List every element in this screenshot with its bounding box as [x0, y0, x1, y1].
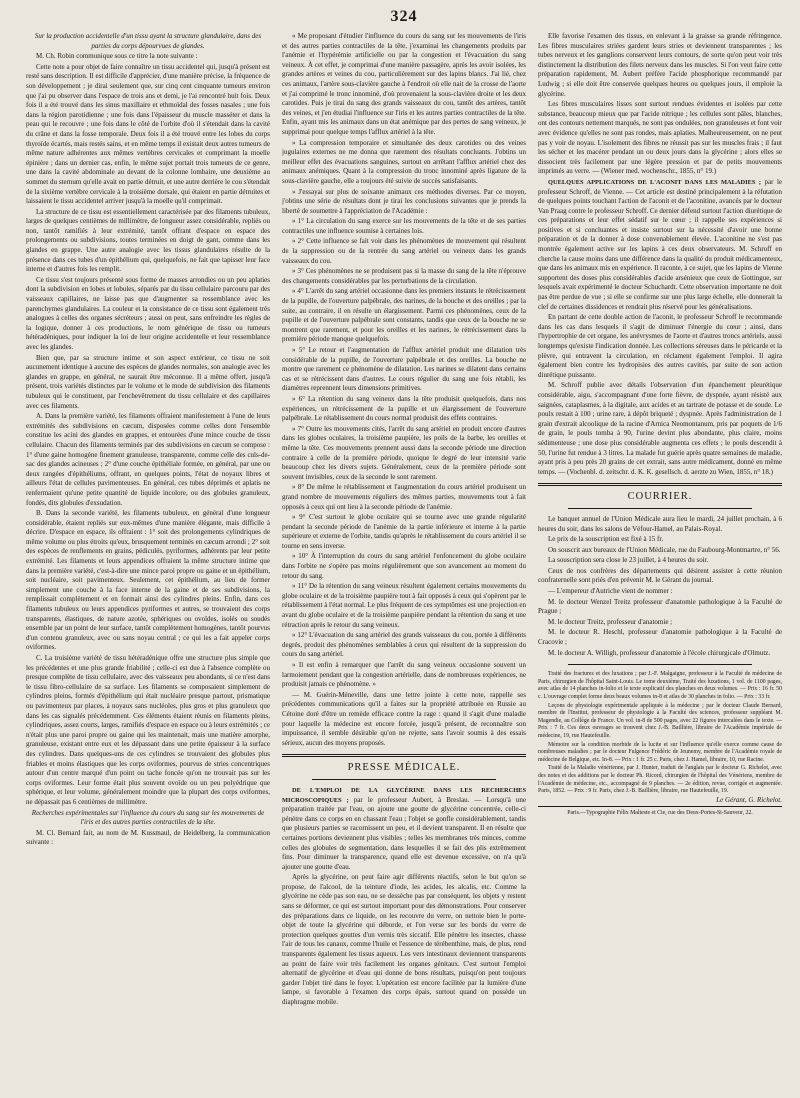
paragraph: A. Dans la première variété, les filaments offraient manifestement à l'une de leurs extrémités des subdivisions en cæcum, disposées comme celles dont l'ensemble constitue les acini des glandes en grappes, et entourées d'une mince couche de tissu cellulaire. Chacun des filaments terminés par des subdivisions en cæcum se compose : 1° d'une gaine homogène finement granuleuse, transparente, comme celle des culs-de-sac des glandes acineuses ; 2° d'une couche épithéliale formée, en général, par une ou deux rangées d'épithéliums, offrant, en quelques points, l'état de noyaux libres et ailleurs l'état de cellules pavimenteuses. En général, ces tubes déprimés et aplatis ne renfermaient qu'une petite quantité de liquide incolore, ou des globules granuleux, fondés, dits globules d'exsudation. — [26, 412, 270, 507]
book-notice: Leçons de physiologie expérimentale appliquée à la médecine ; par le docteur Claude Bernard, membre de l'Institut, professeur de physiologie à la Faculté des sciences, professeur suppléant M. Magendie, au Collège de France. Un vol. in-8 de 500 pages, avec 22 figures intercalées dans le texte. — Prix : 7 fr. Ces deux ouvrages se trouvent chez J.-B. Baillière, libraire de l'Académie impériale de médecine, 19, rue Hautefeuille. — [538, 702, 782, 739]
paragraph: » 11° De la rétention du sang veineux résultent également certains mouvements du globe oculaire et de la troisième paupière tout à fait opposés à ceux qui s'opèrent par le rétablissement à l'état normal. Le plus fréquent de ces symptômes est une projection en avant du globe oculaire et de la troisième paupière pendant la rétention du sang et une rétraction après le retour du sang veineux. — [282, 582, 526, 629]
article-lead: DE L'EMPLOI DE LA GLYCÉRINE DANS LES RECHERCHES MICROSCOPIQUES ; — [282, 786, 526, 804]
paragraph — [282, 786, 526, 872]
paragraph: Cette note a pour objet de faire connaître un tissu accidentel qui, jusqu'à présent est resté sans description. Il est difficile d'apprécier, d'une manière précise, la fréquence de son développement ; je dirai seulement que, sur cinq cent cinquante tumeurs environ que j'ai pu observer dans l'espace de trois ans et demi, je l'ai rencontré huit fois. Deux fois il a été trouvé dans les sinus maxillaire et ethmoïdal des fosses nasales ; une fois dans la région parotidienne ; une fois dans l'épaisseur du muscle masséter et dans la peau qui le recouvre ; une fois dans le côté de l'orbite d'où il s'étendait dans la cavité du crâne et dans la fosse temporale. Deux fois il a été trouvé entre les lobes du corps thyroïde écartés, mais restés sains, et en même temps il existait deux autres tumeurs de même nature adhérentes aux mêmes vertèbres cervicales et comprimant la moelle épinière ; dans un dernier cas, enfin, le même sujet portait trois tumeurs de ce genre, une dans la cavité abdominale au devant de la colonne lombaire, une deuxième au sommet du sternum qu'elle avait en partie détruit, et une autre derrière le cou s'étendait de la sixième vertèbre cervicale à la troisième dorsale, qui étaient en partie détruites et laissaient le tissu accidentel arriver jusqu'à la moelle qu'il comprimait. — [26, 62, 270, 206]
book-notice: Mémoire sur la condition morbide de la lucite et sur l'influence qu'elle exerce comme cause de nombreuses maladies ; par le docteur Fulgence Frédéric de Jeunemy, membre de l'Académie royale de médecine de Belgique, etc. In-8. — Prix : 1 fr. 25 c. Paris, chez J. Hamel, libraire, 10, rue Racine. — [538, 741, 782, 763]
paragraph: Les fibres musculaires lisses sont surtout rendues évidentes et isolées par cette substance, beaucoup mieux que par l'acide nitrique ; les cellules sont pâles, blanches, ont des contours nettement marqués, ne sont pas ondulées, non granuleuses et font voir avec évidence qu'elles ne sont pas rondes, mais aplaties. Malheureusement, on ne peut pas y voir de noyau. L'isolement des fibres ne réussit pas sur les muscles frais ; il faut les sécher et les macérer pendant un ou deux jours dans la glycérine ; alors elles se dissocient très facilement par une légère pression et par de petits mouvements imprimés au verre. — (Wiener med. wochenschr., 1855, n° 19.) — [538, 100, 782, 176]
paragraph: » 5° Le retour et l'augmentation de l'afflux artériel produit une dilatation très considérable de la pupille, de l'ouverture palpébrale et des oreilles. La bouche ne montre que rarement ce phénomène de dilatation. Les narines se dilatent dans certains cas et se rétrécissent dans d'autres. Le cours régulier du sang une fois rétabli, les diamètres reprennent leurs dimensions primitives. — [282, 346, 526, 393]
paragraph: Après la glycérine, on peut faire agir différents réactifs, selon le but qu'on se propose, de l'alcool, de la teinture d'iode, les acides, les alcalis, etc. Comme la glycérine ne cède pas son eau, ne se dessèche pas par conséquent, les objets y restent sans se déformer, ce qui est surtout important pour des démonstrations. Pour conserver des préparations dans ce liquide, on les recouvre du verre, on nettoie bien le porte-objet de toute la glycérine qui déborde, et l'on verse sur les bords du verre de protection quelques gouttes d'un vernis très siccatif. Elle pénètre les insectes, chasse l'air de tous les canaux, comme l'huile et l'essence de térébenthine, mais, de plus, rend transparents également les tissus aqueux. Les vers intestinaux deviennent transparents au point de faire voir très facilement les organes génitaux. C'est surtout l'emploi alternatif de glycérine et d'eau qui donne de bons résultats, puisqu'on peut toujours garder l'objet tiré dans le foyer. L'opération est encore facilitée par la lumière d'une lampe, si favorable à l'examen des corps épais, surtout quand on possède un diaphragme mobile. — [282, 873, 526, 1006]
paragraph — [538, 178, 782, 312]
news-item: Le banquet annuel de l'Union Médicale aura lieu le mardi, 24 juillet prochain, à 6 heures du soir, dans les salons de Véfour-Hamel, au Palais-Royal. — [538, 514, 782, 533]
page-number: 324 — [390, 8, 418, 25]
book-notice: Traité des fractures et des luxations ; par J.-F. Malgaigne, professeur à la Faculté de médecine de Paris, chirurgien de l'hôpital Saint-Louis. Le tome deuxième, Traité des luxations, 1 vol. de 1100 pages, avec atlas de 14 planches in-folio et le texte explicatif des planches en deux volumes. — Prix : 16 fr. 50 c. L'ouvrage complet forme deux beaux volumes in-8 et atlas de 30 planches in folio. — Prix : 33 fr. — [538, 671, 782, 700]
news-item: M. le docteur R. Heschl, professeur d'anatomie pathologique à la Faculté de Cracovie ; — [538, 628, 782, 647]
news-item: M. le docteur A. Willigh, professeur d'anatomie à l'école chirurgicale d'Olmutz. — [548, 648, 771, 657]
paragraph: » J'essayai sur plus de soixante animaux ces méthodes diverses. Par ce moyen, j'obtins une série de résultats dont je tirai les conclusions suivantes que je prends la liberté de soumettre à l'appréciation de l'Académie : — [282, 187, 526, 215]
news-item: On souscrit aux bureaux de l'Union Médicale, rue du Faubourg-Montmartre, n° 56. — [548, 545, 781, 554]
courrier-title: COURRIER. — [627, 491, 693, 503]
paragraph: M. Cl. Bernard fait, au nom de M. Kussmaul, de Heidelberg, la communication suivante : — [26, 828, 270, 847]
section-divider — [538, 483, 782, 486]
section-divider — [282, 754, 526, 757]
paragraph: » 8° De même le rétablissement et l'augmentation du cours artériel produisent un grand nombre de mouvements réguliers des mêmes parties, mouvements tout à fait opposés à ceux qui ont lieu à la seconde période de l'anémie. — [282, 483, 526, 511]
signature: Le Gérant, G. Richelot. — [716, 795, 782, 804]
news-item: — L'empereur d'Autriche vient de nommer : — [548, 587, 673, 596]
column-1 — [26, 32, 270, 1072]
paragraph: B. Dans la seconde variété, les filaments tubuleux, en général d'une longueur considérable, étaient repliés sur eux-mêmes d'une manière élégante, mais difficile à décrire. D'espace en espace, ils offraient : 1° soit des prolongements cylindriques de même volume ou plus étroits qu'eux, brusquement terminés en cæcum arrondi ; 2° soit des espèces de renflements en grains, pédiculés, pyriformes, adhérents par leur petite extrémité. Les filaments et leurs appendices offraient la même structure intime que dans la première variété, c'est-à-dire une mince paroi propre ou gaine et un épithélium, soit nucléaire, soit pavimenteux. Seulement, cet épithélium, au lieu de former simplement une couche à la face interne de la gaine et de ses subdivisions, la remplissait complètement et en formait ainsi des cylindres pleins. Enfin, dans ces filaments tubuleux ou leurs appendices pyriformes et autres, se trouvaient des corps transparents, élastiques, de nature azotée, sphériques ou ovoïdes, isolés ou soudés ensemble par un point de leur surface, tantôt complètement homogènes, tantôt pourvus d'un contenu granuleux, avec ou sans noyau central ; ce qui les a fait appeler corps oviformes. — [26, 509, 270, 652]
divider — [568, 664, 752, 665]
subsection-title: Recherches expérimentales sur l'influence du cours du sang sur les mouvements de l'iris et des autres parties contractiles de la tête. — [31, 808, 265, 827]
paragraph: » 10° À l'interruption du cours du sang artériel l'enfoncement du globe oculaire dans l'orbite ne s'opère pas moins régulièrement que son avancement au moment du retour du sang. — [282, 552, 526, 580]
paragraph: La structure de ce tissu est essentiellement caractérisée par des filaments tubuleux, larges de quelques centièmes de millimètre, de longueur assez considérable, repliés ou non, tantôt ramifiés à leur extrémité, tantôt offrant d'espace en espace des prolongements ou subdivisions, toutes terminées en doigt de gant, comme dans les glandes en grappe. Une autre analogie avec les tissus glandulaires résulte de la présence dans ces tubes d'un épithélium qui, quelquefois, ne fait que tapisser leur face interne et d'autres fois les remplit. — [26, 207, 270, 274]
news-item: M. le docteur Treitz, professeur d'anatomie ; — [548, 617, 673, 626]
divider — [312, 779, 496, 780]
paragraph: » La compression temporaire et simultanée des deux carotides ou des veines jugulaires externes ne me donna que rarement des résultats concluants. J'obtins un meilleur effet des évacuations sanguines, surtout en arrêtant l'afflux artériel chez des animaux anémiques. Quant à la compression du tronc innominé après ligature de la sous-clavière gauche, elle a toujours été suivie de succès satisfaisants. — [282, 138, 526, 185]
paragraph: » 3° Ces phénomènes ne se produisent pas si la masse du sang de la tête n'éprouve des changements considérables par les perturbations de la circulation. — [282, 267, 526, 285]
imprint: Paris.—Typographie Félix Malteste et Cie, rue des Deux-Portes-St-Sauveur, 22. — [538, 806, 782, 819]
divider — [568, 508, 752, 509]
paragraph: Ce tissu s'est toujours présenté sous forme de masses arrondies ou un peu aplaties dont la subdivision en lobes et lobules, séparés par du tissu cellulaire parcouru par des vaisseaux capillaires, ne laisse pas que d'augmenter sa ressemblance avec les parenchymes glandulaires. La couleur et la consistance de ce tissu sont également très analogues à celles des organes sécréteurs ; aussi on peut, sans enfreindre les règles de la logique, donner à ces productions, le nom générique de tissu ou tumeurs hétéradéniques, pour indiquer la loi de leur origine accidentelle et leur ressemblance avec les glandes. — [26, 275, 270, 351]
section-title: PRESSE MÉDICALE. — [347, 762, 461, 774]
article-text: par le professeur Schroff, de Vienne. — Cet article est destiné principalement à la réfutation de quelques points touchant l'action de l'aconit et de l'aconitine, avancés par le docteur Van Praag contre le professeur Schroff. Ce dernier défend surtout l'action diurétique de ces préparations et leur effet sédatif sur le cœur ; il rappelle ses expériences si positives et si concluantes et insiste surtout sur la nécessité d'avoir une bonne préparation et de la donner à dose convenablement élevée. L'aconitine ne s'est pas montrée également active sur les lapins à ces deux observateurs. M. Schroff en cherche la cause moins dans une différence dans la qualité du produit médicamenteux, que dans les animaux mis en expérience. Il raconte, à ce sujet, que les lapins de Vienne supportent des doses plus considérables d'acide arsénieux que ceux de Gottingue, sur lesquels avait expérimenté le docteur Schuchardt. Cette observation importante ne doit pas être perdue de vue ; si elle se confirme sur une plus large échelle, elle donnerait la clef de certaines dissidences et rendrait plus réservé pour les généralisations. — [538, 177, 782, 311]
paragraph: Bien que, par sa structure intime et son aspect extérieur, ce tissu ne soit aucunement identique à aucune des espèces de glandes normales, son analogie avec les glandes en grappe, en général, ne saurait être méconnue. Il a même offert, jusqu'à présent, trois variétés distinctes par le volume et le mode de subdivision des filaments tubuleux qui le constituent, par l'enchevêtrement du tissu cellulaire et des capillaires avec ces filaments. — [26, 353, 270, 410]
news-item: M. le docteur Wenzel Treitz professeur d'anatomie pathologique à la Faculté de Prague ; — [538, 597, 782, 616]
article-text: par le professeur Aubert, à Breslau. — Lorsqu'à une préparation traitée par l'eau, on ajoute une goutte de glycérine concentrée, celle-ci pénètre dans ce corps en en chassant l'eau ; l'objet se gonfle considérablement, tandis que plusieurs parties se racornissent un peu, et il devient transparent. Il en résulte que certaines portions deviennent plus visibles ; telles les membranes très minces, comme celles des globules de segmentation, dans lesquelles il se fait des plis extrêmement fins. Pour diminuer la transparence, quand elle est devenue excessive, on n'a qu'à ajouter une goutte d'eau. — [282, 795, 526, 871]
paragraph: » 7° Outre les mouvements cités, l'arrêt du sang artériel en produit encore d'autres dans les globes oculaires, la troisième paupière, les poils de la barbe, les oreilles et même la tête. Ces mouvements prennent aussi dans la seconde période une direction contraire à celle de la première période, quoique le degré de leur intensité varie beaucoup chez les divers sujets. Généralement, ceux de la première période sont souvent invisibles, ceux de la seconde le sont rarement. — [282, 424, 526, 481]
paragraph: » Il est enfin à remarquer que l'arrêt du sang veineux occasionne souvent un larmoiement pendant que la congestion artérielle, dans de nombreuses expériences, ne produisit jamais ce phénomène. » — [282, 661, 526, 689]
paragraph: » 4° L'arrêt du sang artériel occasionne dans les premiers instants le rétrécissement de la pupille, de l'ouverture palpébrale, des narines, de la bouche et des oreilles ; par la suite, au contraire, il en résulte un élargissement. Parmi ces phénomènes, ceux de la pupille et de l'ouverture palpébrale sont constants, tandis que ceux de la bouche ne se montrent que rarement, et pour les oreilles et les narines, le rétrécissement dans la première période manque quelquefois. — [282, 287, 526, 344]
article-lead: QUELQUES APPLICATIONS DE L'ACONIT DANS LES MALADIES ; — [548, 178, 761, 186]
article-author: M. Ch. Robin communique sous ce titre la note suivante : — [36, 52, 198, 61]
paragraph: « Me proposant d'étudier l'influence du cours du sang sur les mouvements de l'iris et des autres parties contractiles de la tête, j'examinai les changements produits par l'anémie et l'hypérémie artificielle ou par la congestion et l'évacuation du sang veineux. À cet effet, je comprimai d'une manière passagère, après les avoir isolées, les grandes artères et veines du cou, particulièrement sur des lapins blancs. J'ai lié, chez ces animaux, l'artère sous-clavière gauche à l'endroit où elle nait de la crosse de l'aorte et j'ai comprimé le tronc innominé, d'où provenaient la sous-clavière droite et les deux carotides. Puis je tirai du sang des grands vaisseaux du cou, tantôt des artères, tantôt des veines, et j'en étudiai l'influence sur l'iris et les autres parties contractiles de la tête. Enfin, ayant mis les animaux dans un état anémique par des pertes de sang veineux, je supprimai pour quelque temps l'afflux artériel à la tête. — [282, 32, 526, 136]
book-notice: Traité de la Maladie vénérienne, par J. Hunter, traduit de l'anglais par le docteur G. Richelot, avec des notes et des additions par le docteur Ph. Ricord, chirurgien de l'hôpital des Vénériens, membre de l'Académie de médecine, etc., accompagné de 9 planches. — 2e édition, revue, corrigée et augmentée. Paris, 1852. — Prix : 9 fr. Paris, chez J.-B. Baillière, libraire, rue Hautefeuille, 19. — [538, 765, 782, 795]
paragraph: » 12° L'évacuation du sang artériel des grands vaisseaux du cou, portée à différents degrés, produit des phénomènes semblables à ceux qui résultent de la suppression du cours du sang artériel. — [282, 631, 526, 659]
paragraph: M. Schroff publie avec détails l'observation d'un épanchement pleurétique considérable, aigu, s'accompagnant d'une forte fièvre, de dyspnée, ayant résisté aux saignées, cataplasmes, à la digitale, aux acides et au tartrate de potasse et de soude. Le poulx restait à 100 ; urine rare, à dépôt briqueté ; dyspnée. Après l'administration de 1 grain d'extrait alcoolique de la racine d'Arnica Neomontanum, pris par poquets de 1/6 de grain, le pouls tomba à 90, l'urine devint plus abondante, plus claire, moins sédimenteuse ; une dose plus considérable augmenta ces effets ; le pouls descendit à 50, l'urine fut rendue à 3 litres. La malade fut guérie après quatre semaines de maladie, ayant pris à peu près 20 grains de cet extrait, sans autre médicament, donné en même temps. — (Vochenbl. d. zeitschr. d. K. K. gesellsch. d. aerzte zu Wien, 1855, n° 18.) — [538, 381, 782, 476]
news-item: La souscription sera close le 23 juillet, à 4 heures du soir. — [548, 556, 709, 565]
column-3 — [538, 32, 782, 1072]
news-item: Le prix de la souscription est fixé à 15 fr. — [548, 535, 664, 544]
paragraph: » 2° Cette influence se fait voir dans les phénomènes de mouvement qui résultent de la suppression ou de la rentrée du sang artériel ou veineux dans les grands vaisseaux du cou. — [282, 237, 526, 265]
paragraph: En partant de cette double action de l'aconit, le professeur Schroff le recommande dans les cas dans lesquels il s'agit de diminuer l'énergie du cœur ; ainsi, dans l'hypertrophie de cet organe, les anévrysmes de l'aorte et d'autres troncs artériels, aussi longtemps qu'existe l'indication donnée. Les collections séreuses dans le péricarde et la plèvre, qui entravent la circulation, en réclament également l'emploi. Il agira également bien contre les hydropisies des autres cavités, par suite de son action diurétique puissante. — [538, 313, 782, 379]
paragraph: — M. Guérin-Méneville, dans une lettre jointe à cette note, rappelle ses précédentes communications qu'il a faites sur la propriété attribuée en Russie au Cétoine doré d'être un remède efficace contre la rage : quand il s'agit d'une maladie pour laquelle la médecine est encore forcée, jusqu'à présent, de reconnaître son impuissance, il semble désirable qu'on ne rejette, sans l'avoir soumis à des essais sérieux, aucun des moyens proposés. — [282, 690, 526, 747]
paragraph: » 9° C'est surtout le globe oculaire qui se tourne avec une grande régularité pendant la seconde période de l'anémie de la partie inférieure et interne à la partie supérieure et externe de l'orbite, tandis qu'après le rétablissement du cours artériel il se tourne en sens inverse. — [282, 513, 526, 550]
paragraph: » 6° La rétention du sang veineux dans la tête produisit quelquefois, dans nos expériences, un rétrécissement de la pupille et un élargissement de l'ouverture palpébrale. Le rétablissement du cours normal produisit des effets contraires. — [282, 394, 526, 423]
bibliography — [538, 671, 782, 796]
columns — [26, 32, 782, 1072]
paragraph: C. La troisième variété de tissu hétéradénique offre une structure plus simple que les précédentes et une plus grande friabilité ; celle-ci est due à l'absence complète ou presque complète de tissu cellulaire, avec des vaisseaux peu abondants, si ce n'est dans le tissu fibro-cellulaire de sa surface. Les filaments se composaient simplement de cylindres pleins, formés d'épithélium qui était nucléaire presque partout, prismatique ou pavimenteux par places, à noyaux sans nucléoles, plus gros et plus granuleux que dans les cas signalés précédemment. Ces éléments étaient réunis en filaments pleins, cylindriques, assez courts, larges, ramifiés d'espace en espace ou à leurs extrémités ; ce n'était plus une paroi propre ou gaine qui les maintenait, mais une matière amorphe, granuleuse, existant entre eux et les dépassant dans une petite épaisseur à la surface des cylindres. Dans quelques-uns de ces cylindres se trouvaient des globules plus friables et moins élastiques que les corps oviformes, pourvus de stries concentriques autour d'un centre marqué d'un point ou tache foncée qu'on ne trouvait pas sur les corps oviformes. Leur forme était plus souvent ovoïde ou un peu polyédrique que sphérique, et leur volume, généralement moindre que la plupart des corps oviformes, ne dépassait pas 6 centièmes de millimètre. — [26, 654, 270, 806]
paragraph: Elle favorise l'examen des tissus, en enlevant à la graisse sa grande réfringence. Les fibres musculaires striées gardent leurs stries et deviennent transparentes ; les tubes nerveux et les ganglions conservent leurs contours, de sorte qu'on peut voir très distinctement la distribution des filets nerveux dans les muscles. Si l'on veut faire cette préparation rapidement, M. Aubert préfère l'acide phosphorique recommandé par Ludwig ; si elle doit être conservée quelques heures ou quelques jours, il emploie la glycérine. — [538, 32, 782, 98]
news-item: Ceux de nos confrères des départements qui désirent assister à cette réunion confraternelle sont priés d'en prévenir M. le Gérant du journal. — [538, 566, 782, 585]
column-2 — [282, 32, 526, 1072]
article-title: Sur la production accidentelle d'un tissu ayant la structure glandulaire, dans des parties du corps dépourvues de glandes. — [34, 32, 262, 50]
paragraph: » 1° La circulation du sang exerce sur les mouvements de la tête et de ses parties contractiles une influence soumise à certaines lois. — [282, 217, 526, 235]
